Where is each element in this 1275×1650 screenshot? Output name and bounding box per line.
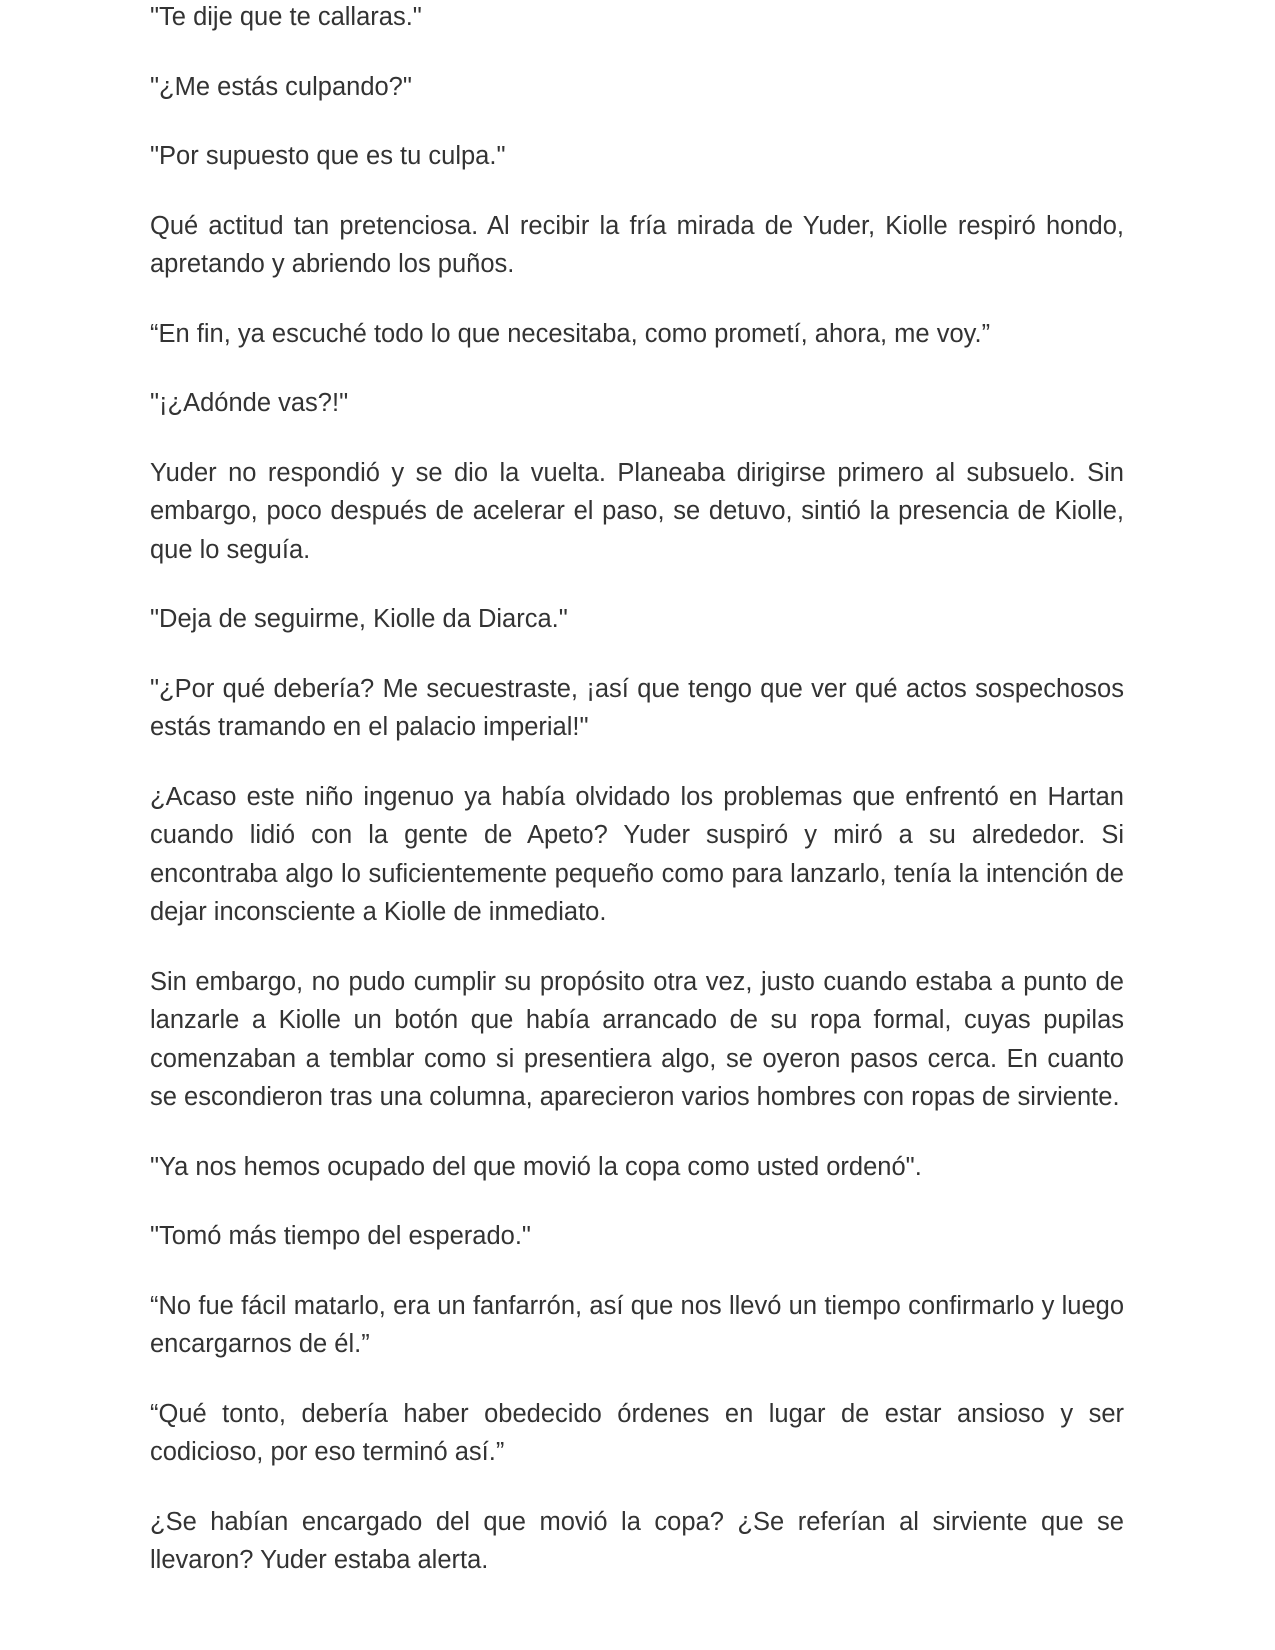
paragraph: Yuder no respondió y se dio la vuelta. Planeaba dirigirse primero al subsuelo. Sin embargo, poco después de acelerar el paso, se detuvo, sintió la presencia de Kiolle, que lo seguía. [150, 458, 1124, 564]
paragraph: ¿Se habían encargado del que movió la copa? ¿Se referían al sirviente que se llevaron? Yuder estaba alerta. [150, 1507, 1124, 1574]
paragraph: "Te dije que te callaras." [150, 3, 422, 31]
paragraph: “No fue fácil matarlo, era un fanfarrón, así que nos llevó un tiempo confirmarlo y luego encargarnos de él.” [150, 1291, 1124, 1358]
document-page [150, 0, 1124, 1611]
paragraph: “En fin, ya escuché todo lo que necesitaba, como prometí, ahora, me voy.” [150, 319, 991, 348]
paragraph: "Por supuesto que es tu culpa." [150, 142, 506, 170]
paragraph: "Ya nos hemos ocupado del que movió la copa como usted ordenó". [150, 1152, 922, 1181]
paragraph: ¿Acaso este niño ingenuo ya había olvidado los problemas que enfrentó en Hartan cuando lidió con la gente de Apeto? Yuder suspiró y miró a su alrededor. Si encontraba algo lo suficientemente pequeño como para lanzarlo, tenía la intención de dejar inconsciente a Kiolle de inmediato. [150, 782, 1124, 926]
paragraph: Qué actitud tan pretenciosa. Al recibir la fría mirada de Yuder, Kiolle respiró hondo, apretando y abriendo los puños. [150, 211, 1124, 278]
paragraph: “Qué tonto, debería haber obedecido órdenes en lugar de estar ansioso y ser codicioso, por eso terminó así.” [150, 1399, 1124, 1466]
paragraph: "¿Por qué debería? Me secuestraste, ¡así que tengo que ver qué actos sospechosos estás tramando en el palacio imperial!" [150, 674, 1124, 741]
paragraph: "Deja de seguirme, Kiolle da Diarca." [150, 605, 568, 633]
paragraph: "¡¿Adónde vas?!" [150, 389, 349, 417]
paragraph: "Tomó más tiempo del esperado." [150, 1222, 531, 1250]
paragraph: "¿Me estás culpando?" [150, 72, 412, 101]
paragraph: Sin embargo, no pudo cumplir su propósito otra vez, justo cuando estaba a punto de lanzarle a Kiolle un botón que había arrancado de su ropa formal, cuyas pupilas comenzaban a temblar como si presentiera algo, se oyeron pasos cerca. En cuanto se escondieron tras una columna, aparecieron varios hombres con ropas de sirviente. [150, 967, 1124, 1111]
